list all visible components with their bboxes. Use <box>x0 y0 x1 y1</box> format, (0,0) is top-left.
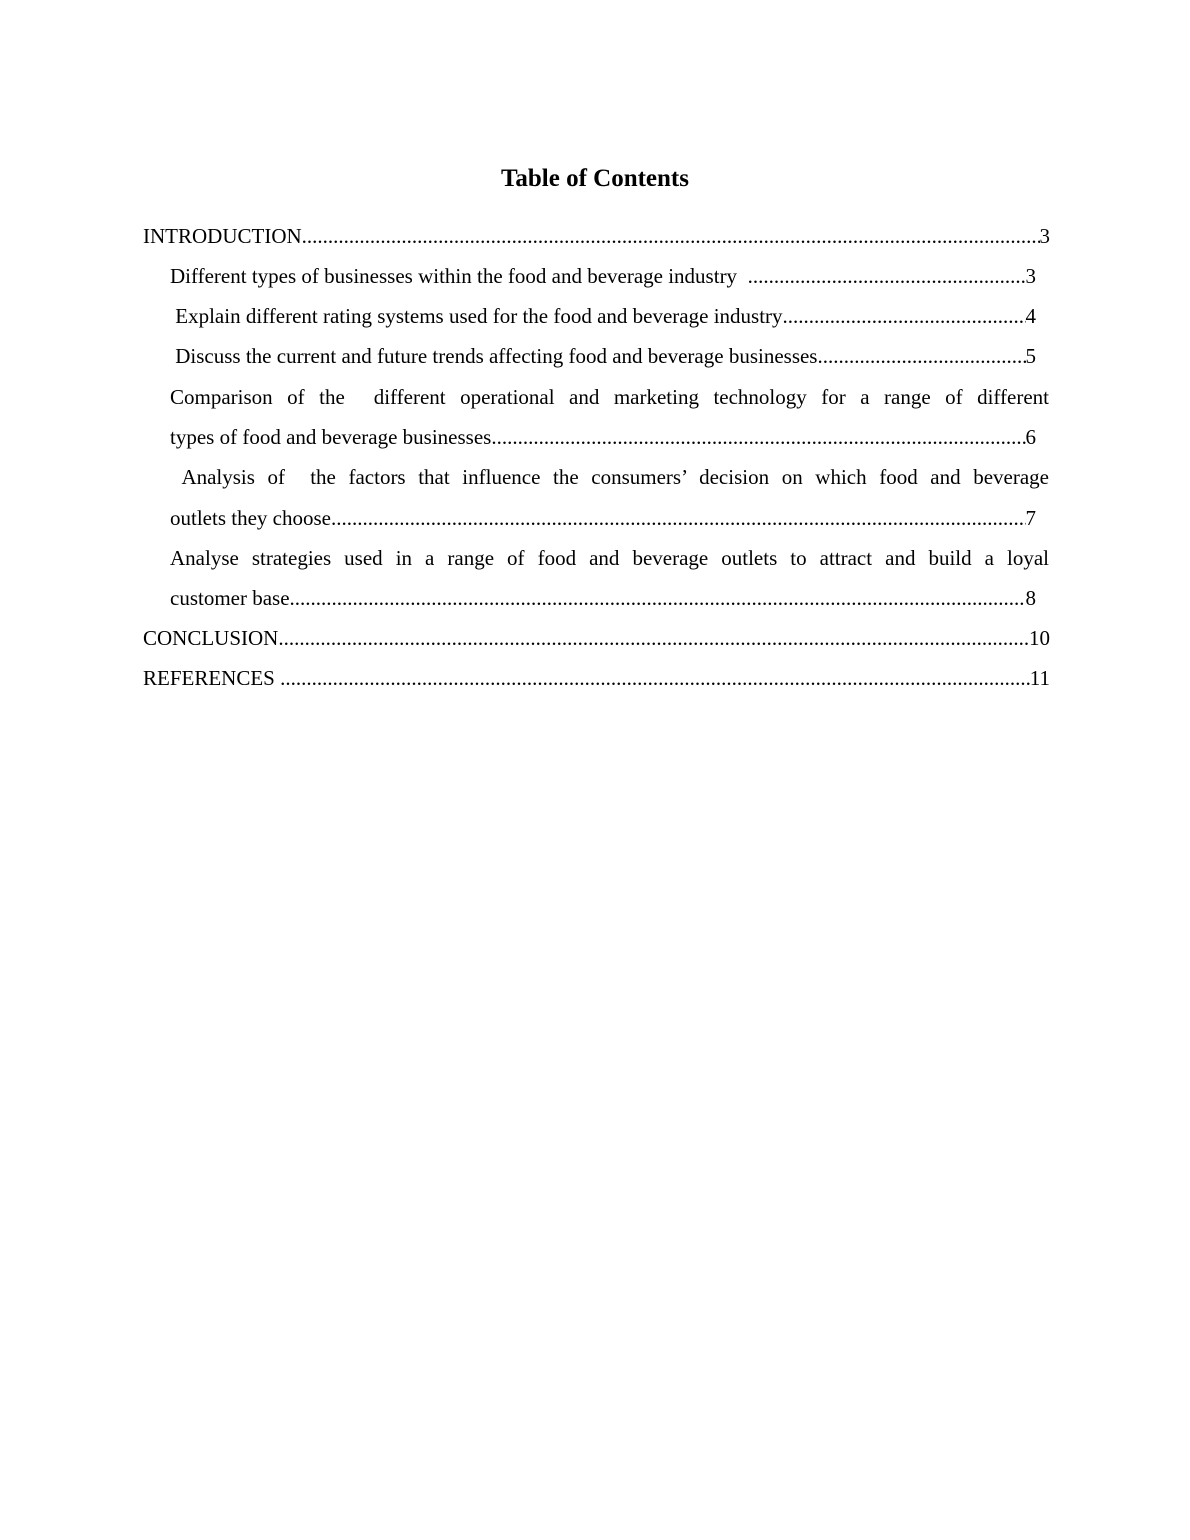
dot-leader <box>491 424 1025 450</box>
toc-title: Table of Contents <box>501 165 689 192</box>
toc-page-number: 7 <box>1025 506 1036 530</box>
toc-entry-conclusion[interactable] <box>143 625 1050 651</box>
toc-page-number: 3 <box>1039 224 1050 248</box>
toc-entry-business-types[interactable] <box>170 263 1036 289</box>
toc-page-number: 4 <box>1025 304 1036 328</box>
toc-entry-text: Different types of businesses within the food and beverage industry <box>170 264 748 288</box>
toc-entry-text: types of food and beverage businesses <box>170 425 492 449</box>
toc-page-number: 6 <box>1025 425 1036 449</box>
toc-entry-text: Explain different rating systems used for the food and beverage industry <box>170 304 783 328</box>
dot-leader <box>817 343 1025 369</box>
toc-entry-analysis-line1[interactable]: Analysis of the factors that influence the consumers’ decision on which food and beverage <box>170 465 1049 489</box>
toc-entry-text: customer base <box>170 586 290 610</box>
toc-entry-references[interactable] <box>143 665 1050 691</box>
dot-leader <box>748 263 1026 289</box>
toc-entry-text: Discuss the current and future trends affecting food and beverage businesses <box>170 344 818 368</box>
toc-entry-text: INTRODUCTION <box>143 224 302 248</box>
toc-entry-text: CONCLUSION <box>143 626 279 650</box>
dot-leader <box>278 625 1029 651</box>
toc-page-number: 8 <box>1025 586 1036 610</box>
toc-entry-trends[interactable] <box>170 343 1036 369</box>
toc-entry-comparison-line1[interactable]: Comparison of the different operational and marketing technology for a range of different <box>170 385 1049 409</box>
dot-leader <box>280 665 1030 691</box>
toc-page-number: 5 <box>1025 344 1036 368</box>
toc-page-number: 10 <box>1029 626 1050 650</box>
toc-entry-text: outlets they choose <box>170 506 331 530</box>
toc-entry-analysis[interactable] <box>170 505 1036 531</box>
toc-page-number: 11 <box>1029 666 1050 690</box>
toc-entry-strategies-line1[interactable]: Analyse strategies used in a range of food and beverage outlets to attract and build a loyal <box>170 546 1049 570</box>
toc-page-number: 3 <box>1025 264 1036 288</box>
toc-entry-comparison[interactable] <box>170 424 1036 450</box>
toc-entry-rating-systems[interactable] <box>170 303 1036 329</box>
toc-entry-introduction[interactable] <box>143 223 1050 249</box>
toc-entry-text: REFERENCES <box>143 666 281 690</box>
dot-leader <box>290 585 1026 611</box>
dot-leader <box>331 505 1026 531</box>
dot-leader <box>783 303 1026 329</box>
dot-leader <box>302 223 1040 249</box>
toc-entry-strategies[interactable] <box>170 585 1036 611</box>
